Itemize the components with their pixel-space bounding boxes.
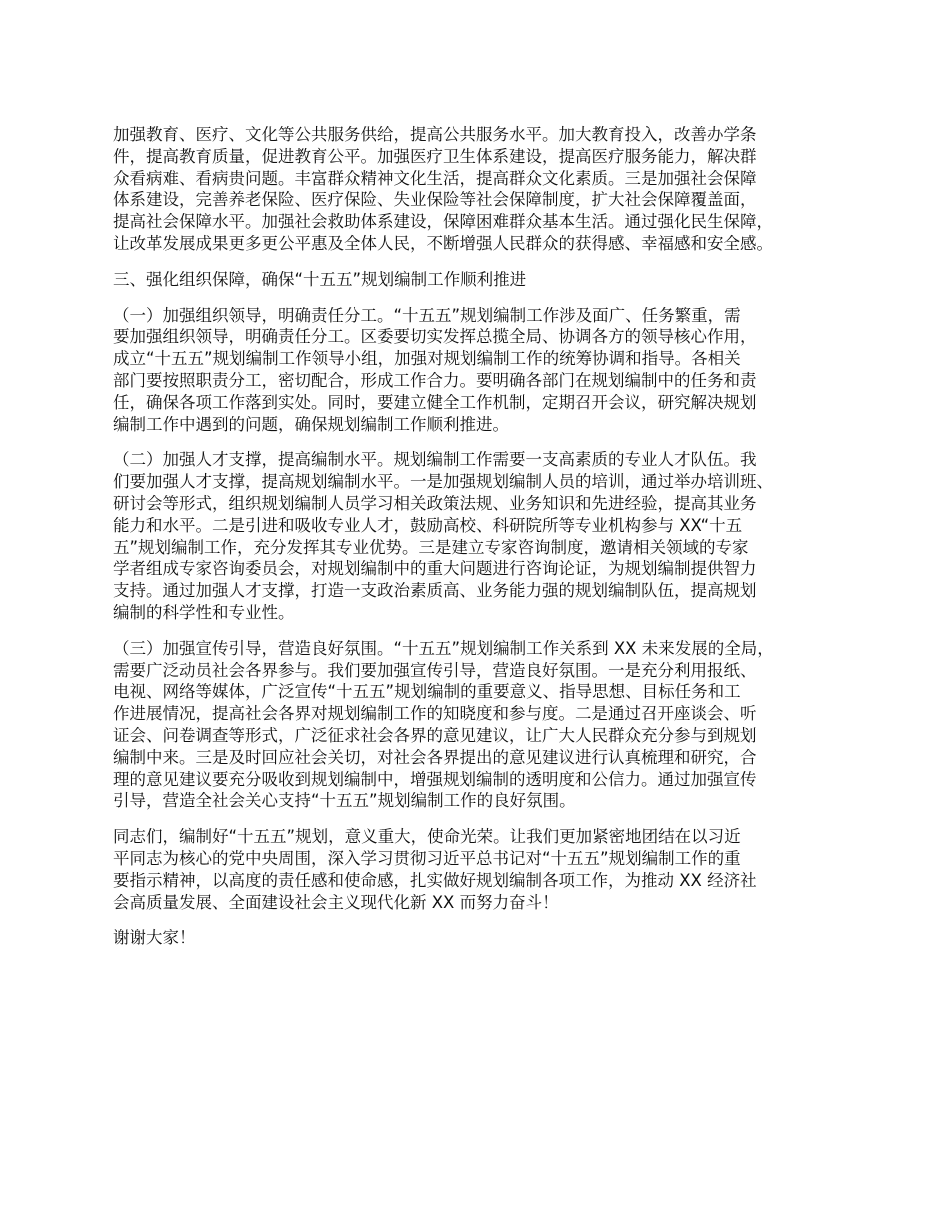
paragraph-organization-leadership: （一）加强组织领导，明确责任分工。“十五五”规划编制工作涉及面广、任务繁重，需 要加强组织领导，明确责任分工。区委要切实发挥总揽全局、协调各方的领导核心作用， 成立“十五五”规划编制工作领导小组，加强对规划编制工作的统筹协调和指导。各相关 部门要按照职责分工，密切配合，形成工作合力。要明确各部门在规划编制中的任务和责 任，确保各项工作落到实处。同时，要建立健全工作机制，定期召开会议，研究解决规划 编制工作中遇到的问题，确保规划编制工作顺利推进。 <box>113 305 757 434</box>
section-heading-3: 三、强化组织保障，确保“十五五”规划编制工作顺利推进 <box>113 269 527 289</box>
paragraph-publicity-guidance: （三）加强宣传引导，营造良好氛围。“十五五”规划编制工作关系到 XX 未来发展的全局， 需要广泛动员社会各界参与。我们要加强宣传引导，营造良好氛围。一是充分利用报纸、 电视、网络等媒体，广泛宣传“十五五”规划编制的重要意义、指导思想、目标任务和工 作进展情况，提高社会各界对规划编制工作的知晓度和参与度。二是通过召开座谈会、听 证会、问卷调查等形式，广泛征求社会各界的意见建议，让广大人民群众充分参与到规划 编制中来。三是及时回应社会关切，对社会各界提出的意见建议进行认真梳理和研究，合 理的意见建议要充分吸收到规划编制中，增强规划编制的透明度和公信力。通过加强宣传 引导，营造全社会关心支持“十五五”规划编制工作的良好氛围。 <box>113 638 774 811</box>
document-body <box>113 124 855 963</box>
closing-thanks: 谢谢大家！ <box>113 928 196 948</box>
paragraph-closing-appeal: 同志们，编制好“十五五”规划，意义重大，使命光荣。让我们更加紧密地团结在以习近 平同志为核心的党中央周围，深入学习贯彻习近平总书记对“十五五”规划编制工作的重 要指示精神，以高度的责任感和使命感，扎实做好规划编制各项工作，为推动 XX 经济社 会高质量发展、全面建设社会主义现代化新 XX 而努力奋斗！ <box>113 827 757 912</box>
paragraph-talent-support: （二）加强人才支撑，提高编制水平。规划编制工作需要一支高素质的专业人才队伍。我 们要加强人才支撑，提高规划编制水平。一是加强规划编制人员的培训，通过举办培训班、 研讨会等形式，组织规划编制人员学习相关政策法规、业务知识和先进经验，提高其业务 能力和水平。二是引进和吸收专业人才，鼓励高校、科研院所等专业机构参与 XX“十五 五”规划编制工作，充分发挥其专业优势。三是建立专家咨询制度，邀请相关领域的专家 学者组成专家咨询委员会，对规划编制中的重大问题进行咨询论证，为规划编制提供智力 支持。通过加强人才支撑，打造一支政治素质高、业务能力强的规划编制队伍，提高规划 编制的科学性和专业性。 <box>113 450 773 622</box>
paragraph-public-services: 加强教育、医疗、文化等公共服务供给，提高公共服务水平。加大教育投入，改善办学条 件，提高教育质量，促进教育公平。加强医疗卫生体系建设，提高医疗服务能力，解决群 众看病难、看病贵问题。丰富群众精神文化生活，提高群众文化素质。三是加强社会保障 体系建设，完善养老保险、医疗保险、失业保险等社会保障制度，扩大社会保障覆盖面， 提高社会保障水平。加强社会救助体系建设，保障困难群众基本生活。通过强化民生保障， 让改革发展成果更多更公平惠及全体人民，不断增强人民群众的获得感、幸福感和安全感。 <box>113 125 773 253</box>
